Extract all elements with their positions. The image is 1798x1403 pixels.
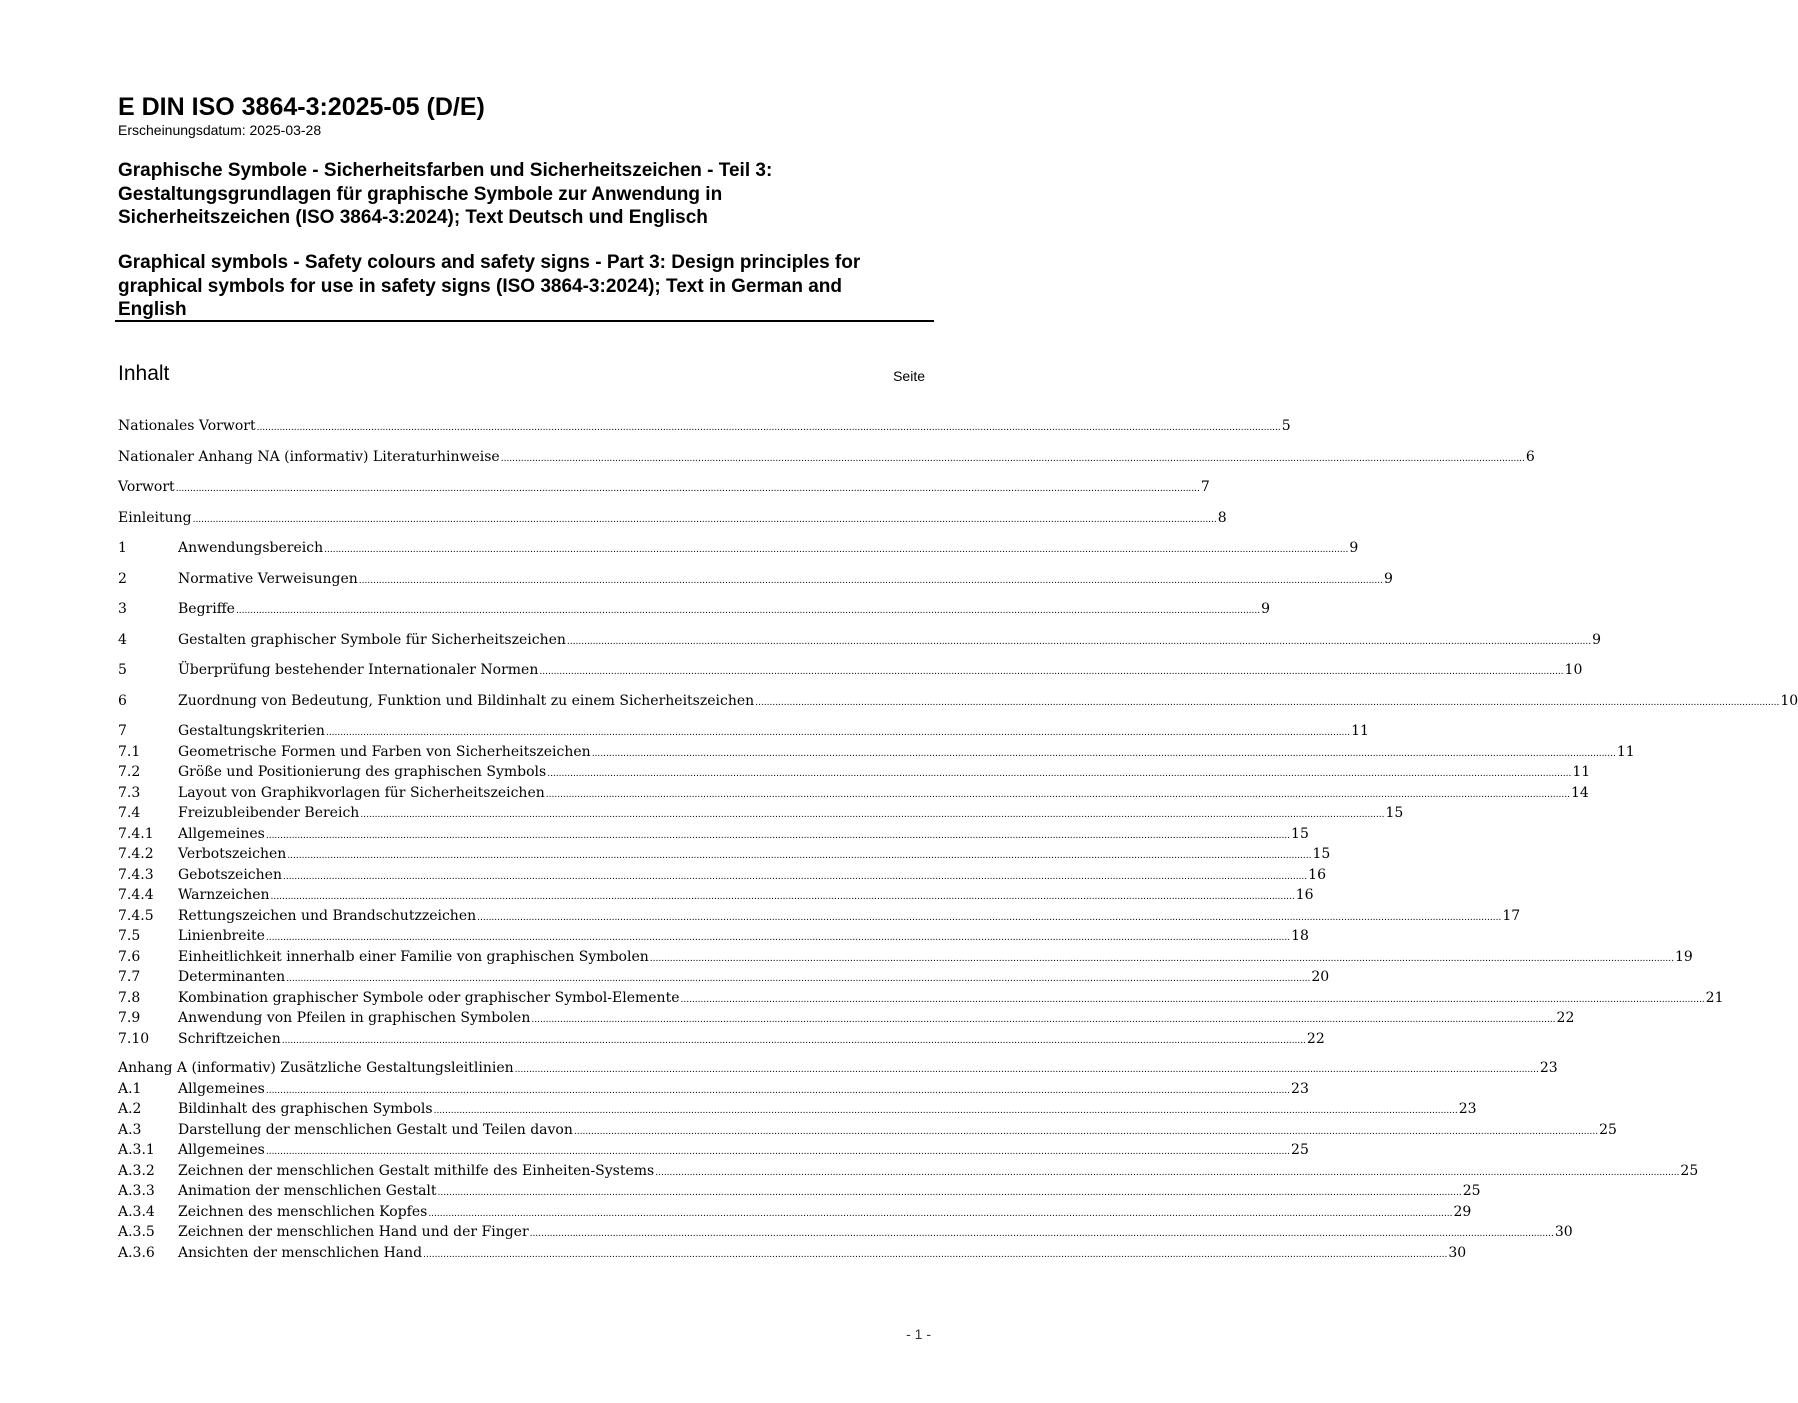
toc-entry-title: Zeichnen der menschlichen Gestalt mithilfe des Einheiten-Systems <box>178 1162 655 1179</box>
toc-entry[interactable] <box>118 1029 1325 1050</box>
toc-entry-number: A.3 <box>118 1121 142 1138</box>
toc-entry-page: 18 <box>1291 928 1309 944</box>
toc-dot-leader <box>257 418 1281 439</box>
toc-entry-title: Vorwort <box>118 479 175 495</box>
toc-dot-leader <box>755 693 1779 714</box>
title-english-line: graphical symbols for use in safety signs (ISO 3864-3:2024); Text in German and <box>118 275 842 297</box>
toc-entry-title: Zeichnen des menschlichen Kopfes <box>178 1203 428 1220</box>
toc-dot-leader <box>423 1245 1447 1266</box>
toc-entry-number: 3 <box>118 601 127 617</box>
toc-entry-page: 22 <box>1306 1030 1325 1047</box>
toc-entry-page: 15 <box>1291 825 1309 842</box>
toc-entry-page: 8 <box>1217 509 1227 526</box>
toc-entry-title: Normative Verweisungen <box>178 570 358 587</box>
toc-entry[interactable] <box>118 803 1404 824</box>
page-number-footer: - 1 - <box>906 1326 931 1342</box>
toc-entry-page: 16 <box>1308 866 1326 883</box>
toc-entry-title: Ansichten der menschlichen Hand <box>178 1244 423 1261</box>
toc-entry[interactable] <box>118 865 1326 886</box>
toc-entry-number: 7.4.5 <box>118 907 154 924</box>
toc-entry-number: 6 <box>118 692 127 709</box>
toc-entry-number: 7.9 <box>118 1010 141 1026</box>
toc-entry-number: 7.3 <box>118 784 141 801</box>
toc-dot-leader <box>438 1183 1462 1204</box>
toc-entry[interactable] <box>118 477 1210 498</box>
toc-entry[interactable] <box>118 721 1369 742</box>
toc-entry[interactable] <box>118 1120 1617 1141</box>
toc-entry-number: 7.4 <box>118 805 141 821</box>
toc-entry-title: Bildinhalt des graphischen Symbols <box>178 1101 433 1117</box>
toc-entry-number: 7.4.2 <box>118 846 154 862</box>
toc-entry-number: 7.7 <box>118 969 141 985</box>
toc-dot-leader <box>360 805 1384 826</box>
toc-entry[interactable] <box>118 1202 1472 1223</box>
toc-entry[interactable] <box>118 1243 1467 1264</box>
toc-entry-page: 23 <box>1539 1060 1558 1076</box>
toc-entry-title: Zuordnung von Bedeutung, Funktion und Bildinhalt zu einem Sicherheitszeichen <box>178 692 755 709</box>
toc-entry-title: Linienbreite <box>178 928 265 944</box>
toc-entry-number: A.2 <box>118 1101 142 1117</box>
toc-entry-number: 2 <box>118 570 127 587</box>
toc-entry-number: 7.1 <box>118 743 141 760</box>
toc-entry[interactable] <box>118 967 1330 988</box>
toc-entry-number: 1 <box>118 540 127 556</box>
toc-entry-page: 11 <box>1351 723 1369 739</box>
toc-entry[interactable] <box>118 742 1635 763</box>
toc-entry-page: 10 <box>1780 692 1798 709</box>
toc-entry-page: 11 <box>1572 764 1591 780</box>
toc-entry[interactable] <box>118 416 1291 437</box>
toc-entry-page: 25 <box>1599 1121 1617 1138</box>
toc-entry[interactable] <box>118 691 1798 712</box>
toc-entry-number: 7.2 <box>118 764 141 780</box>
toc-entry-number: 7.6 <box>118 948 141 965</box>
toc-dot-leader <box>501 449 1525 470</box>
toc-entry-number: 7.4.4 <box>118 887 154 903</box>
toc-dot-leader <box>236 601 1260 622</box>
toc-entry-title: Allgemeines <box>178 1080 265 1097</box>
toc-entry-title: Einheitlichkeit innerhalb einer Familie von graphischen Symbolen <box>178 948 649 965</box>
toc-entry-title: Freizubleibender Bereich <box>178 805 360 821</box>
toc-dot-leader <box>359 571 1383 592</box>
toc-entry-title: Kombination graphischer Symbole oder graphischer Symbol-Elemente <box>178 989 680 1006</box>
toc-entry-title: Anwendungsbereich <box>178 540 324 556</box>
toc-entry-page: 25 <box>1680 1162 1699 1179</box>
toc-entry-number: 5 <box>118 662 127 678</box>
toc-dot-leader <box>176 479 1200 500</box>
toc-entry[interactable] <box>118 988 1724 1009</box>
toc-entry-page: 9 <box>1349 540 1359 556</box>
table-of-contents <box>118 416 1798 1263</box>
toc-entry-title: Nationales Vorwort <box>118 418 256 434</box>
toc-entry-title: Größe und Positionierung des graphischen Symbols <box>178 764 547 780</box>
toc-entry-page: 7 <box>1200 479 1210 495</box>
toc-dot-leader <box>428 1204 1452 1225</box>
toc-entry-page: 16 <box>1295 887 1314 903</box>
toc-entry[interactable] <box>118 1008 1575 1029</box>
toc-entry-page: 22 <box>1556 1010 1575 1026</box>
toc-entry[interactable] <box>118 508 1227 529</box>
toc-dot-leader <box>680 990 1704 1011</box>
title-english <box>118 251 933 322</box>
toc-dot-leader <box>324 540 1348 561</box>
toc-entry-number: A.3.2 <box>118 1162 155 1179</box>
toc-entry[interactable] <box>118 1140 1309 1161</box>
toc-entry-page: 30 <box>1448 1244 1467 1261</box>
toc-entry[interactable] <box>118 1058 1558 1079</box>
toc-dot-leader <box>282 1031 1306 1052</box>
toc-entry-title: Anhang A (informativ) Zusätzliche Gestaltungsleitlinien <box>118 1060 514 1076</box>
toc-page-column-label: Seite <box>893 368 925 384</box>
toc-entry-number: A.3.4 <box>118 1203 155 1220</box>
title-english-line: Graphical symbols - Safety colours and safety signs - Part 3: Design principles for <box>118 252 861 273</box>
toc-entry-number: A.3.3 <box>118 1183 155 1199</box>
toc-dot-leader <box>286 969 1310 990</box>
toc-entry-page: 23 <box>1291 1080 1309 1097</box>
toc-entry-page: 19 <box>1674 948 1693 965</box>
toc-entry-title: Allgemeines <box>178 1142 265 1158</box>
toc-entry-number: A.3.6 <box>118 1244 155 1261</box>
toc-entry[interactable] <box>118 538 1359 559</box>
toc-entry[interactable] <box>118 783 1589 804</box>
toc-entry-title: Schriftzeichen <box>178 1030 281 1047</box>
toc-dot-leader <box>567 632 1591 653</box>
toc-entry-title: Verbotszeichen <box>178 846 287 862</box>
toc-dot-leader <box>655 1163 1679 1184</box>
toc-entry-page: 29 <box>1453 1203 1472 1220</box>
toc-entry-page: 20 <box>1311 969 1330 985</box>
toc-entry-page: 15 <box>1312 846 1331 862</box>
toc-entry-page: 11 <box>1616 743 1635 760</box>
toc-entry-page: 21 <box>1705 989 1724 1006</box>
toc-entry[interactable] <box>118 844 1331 865</box>
toc-entry-page: 25 <box>1462 1183 1481 1199</box>
title-english-line: English <box>118 299 187 320</box>
toc-entry-number: A.1 <box>118 1080 142 1097</box>
toc-entry-title: Darstellung der menschlichen Gestalt und Teilen davon <box>178 1121 573 1138</box>
toc-entry-title: Anwendung von Pfeilen in graphischen Symbolen <box>178 1010 531 1026</box>
toc-entry-page: 25 <box>1291 1142 1309 1158</box>
toc-entry[interactable] <box>118 1161 1699 1182</box>
toc-entry-title: Gestaltungskriterien <box>178 723 325 739</box>
toc-entry-number: 7.8 <box>118 989 141 1006</box>
title-german-line: Gestaltungsgrundlagen für graphische Symbole zur Anwendung in <box>118 183 723 205</box>
toc-entry[interactable] <box>118 1181 1481 1202</box>
toc-entry-page: 30 <box>1554 1224 1573 1240</box>
toc-dot-leader <box>434 1101 1458 1122</box>
toc-entry-title: Zeichnen der menschlichen Hand und der Finger <box>178 1224 529 1240</box>
toc-entry-page: 10 <box>1564 662 1583 678</box>
toc-entry-page: 9 <box>1261 601 1271 617</box>
toc-dot-leader <box>515 1060 1539 1081</box>
toc-entry-title: Nationaler Anhang NA (informativ) Literaturhinweise <box>118 448 500 465</box>
title-german <box>118 159 918 230</box>
toc-entry-title: Animation der menschlichen Gestalt <box>178 1183 437 1199</box>
toc-entry-page: 6 <box>1525 448 1535 465</box>
toc-dot-leader <box>531 1010 1555 1031</box>
title-german-line: Graphische Symbole - Sicherheitsfarben und Sicherheitszeichen - Teil 3: <box>118 160 773 181</box>
toc-entry-page: 15 <box>1385 805 1404 821</box>
toc-entry-title: Determinanten <box>178 969 286 985</box>
toc-entry-title: Einleitung <box>118 509 192 526</box>
toc-dot-leader <box>271 887 1295 908</box>
toc-entry[interactable] <box>118 906 1521 927</box>
toc-entry-number: 7.4.3 <box>118 866 154 883</box>
toc-entry-title: Rettungszeichen und Brandschutzzeichen <box>178 907 477 924</box>
toc-entry-title: Gebotszeichen <box>178 866 282 883</box>
toc-entry-page: 9 <box>1592 631 1602 648</box>
toc-entry-title: Gestalten graphischer Symbole für Sicherheitszeichen <box>178 631 566 648</box>
toc-entry[interactable] <box>118 1222 1573 1243</box>
toc-dot-leader <box>650 949 1674 970</box>
toc-dot-leader <box>477 908 1501 929</box>
toc-entry-page: 9 <box>1383 570 1393 587</box>
toc-entry[interactable] <box>118 926 1309 947</box>
toc-entry-number: A.3.5 <box>118 1224 155 1240</box>
toc-entry[interactable] <box>118 762 1591 783</box>
toc-entry-number: 7.10 <box>118 1030 150 1047</box>
title-divider <box>115 320 934 322</box>
toc-entry-page: 5 <box>1281 418 1291 434</box>
toc-entry-title: Begriffe <box>178 601 235 617</box>
document-id: E DIN ISO 3864-3:2025-05 (D/E) <box>118 93 485 121</box>
toc-heading: Inhalt <box>118 362 170 385</box>
toc-entry-page: 17 <box>1502 907 1521 924</box>
toc-entry[interactable] <box>118 1079 1309 1100</box>
toc-dot-leader <box>283 867 1307 888</box>
toc-dot-leader <box>592 744 1616 765</box>
toc-dot-leader <box>287 846 1311 867</box>
toc-entry-number: 7.4.1 <box>118 825 154 842</box>
toc-entry-number: 4 <box>118 631 127 648</box>
toc-dot-leader <box>193 510 1217 531</box>
toc-entry-title: Überprüfung bestehender Internationaler Normen <box>178 662 539 678</box>
toc-dot-leader <box>266 826 1290 847</box>
toc-entry-number: A.3.1 <box>118 1142 155 1158</box>
toc-dot-leader <box>574 1122 1598 1143</box>
toc-entry[interactable] <box>118 447 1535 468</box>
toc-entry[interactable] <box>118 947 1693 968</box>
toc-entry-title: Warnzeichen <box>178 887 270 903</box>
toc-entry[interactable] <box>118 599 1271 620</box>
toc-entry-page: 23 <box>1458 1101 1477 1117</box>
toc-entry[interactable] <box>118 569 1393 590</box>
toc-dot-leader <box>530 1224 1554 1245</box>
toc-dot-leader <box>326 723 1350 744</box>
title-german-line: Sicherheitszeichen (ISO 3864-3:2024); Text Deutsch und Englisch <box>118 207 708 228</box>
toc-dot-leader <box>539 662 1563 683</box>
toc-entry[interactable] <box>118 1099 1477 1120</box>
toc-dot-leader <box>547 764 1571 785</box>
toc-dot-leader <box>266 1081 1290 1102</box>
toc-entry[interactable] <box>118 824 1309 845</box>
toc-entry-number: 7.5 <box>118 928 141 944</box>
toc-entry-title: Geometrische Formen und Farben von Sicherheitszeichen <box>178 743 591 760</box>
toc-entry[interactable] <box>118 885 1314 906</box>
toc-entry-number: 7 <box>118 723 127 739</box>
toc-dot-leader <box>266 928 1290 949</box>
toc-dot-leader <box>266 1142 1290 1163</box>
toc-dot-leader <box>546 785 1570 806</box>
toc-entry-title: Allgemeines <box>178 825 265 842</box>
toc-entry[interactable] <box>118 660 1583 681</box>
publication-date: Erscheinungsdatum: 2025-03-28 <box>118 122 322 138</box>
toc-entry-page: 14 <box>1570 784 1589 801</box>
toc-entry[interactable] <box>118 630 1602 651</box>
toc-entry-title: Layout von Graphikvorlagen für Sicherheitszeichen <box>178 784 545 801</box>
